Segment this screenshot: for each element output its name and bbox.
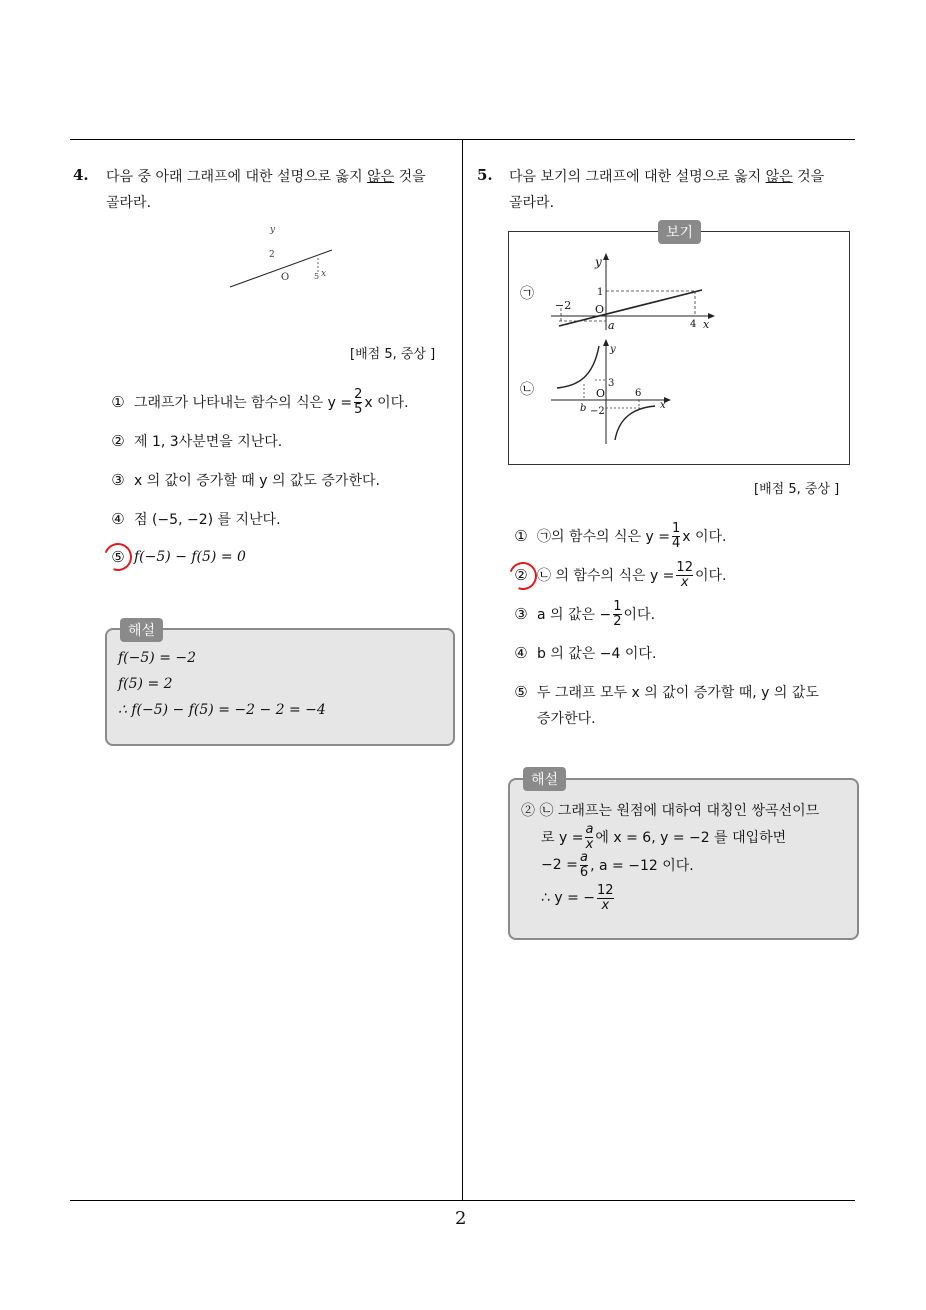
q5-option-3-num: ③ (514, 605, 528, 623)
q5-option-1-fraction (672, 522, 680, 550)
q5-graph-1-four-label: 4 (690, 319, 697, 330)
q4-graph-five-label: 5 (314, 272, 320, 281)
q5-solution-line-1: ② ㉡ 그래프는 원점에 대하여 대칭인 쌍곡선이므 (521, 803, 820, 819)
q4-option-1-text-end: x 이다. (364, 395, 409, 411)
q5-option-2-fraction (676, 561, 693, 589)
q5-graph-1-origin-label: O (595, 303, 605, 316)
q4-stem-underlined: 않은 (367, 169, 395, 185)
q5-graph-2-neg2-label: −2 (590, 406, 605, 417)
q5-graph-1-y-arrow (603, 253, 609, 260)
frac-num: 12 (676, 559, 693, 575)
frac-num: a (585, 821, 594, 837)
frac-num: 1 (671, 520, 681, 536)
frac-num: 1 (613, 598, 622, 614)
frac-den: 6 (579, 864, 589, 880)
q4-option-1-text: 그래프가 나타내는 함수의 식은 y = (134, 395, 353, 411)
q5-graph-2-six-label: 6 (635, 388, 642, 399)
q4-stem (106, 166, 426, 186)
q4-stem-text-end: 것을 (394, 169, 426, 185)
q5-option-3[interactable] (513, 597, 655, 631)
q4-option-4-text: 점 (−5, −2) 를 지난다. (134, 512, 281, 528)
q5-graph-2-x-label: x (660, 400, 666, 411)
q5-stem-line2: 골라라. (509, 195, 555, 211)
q4-graph-two-label: 2 (269, 250, 275, 260)
frac-den: x (680, 574, 689, 590)
frac-den: x (601, 897, 610, 913)
q5-option-4-num: ④ (514, 644, 528, 662)
q5-graph-2-y-label: y (610, 344, 616, 355)
q5-solution-line-4-fraction (597, 884, 614, 912)
q4-option-3[interactable] (110, 470, 380, 490)
q5-option-5-num: ⑤ (514, 683, 528, 701)
bottom-rule (70, 1200, 855, 1201)
q4-option-2[interactable] (110, 431, 282, 451)
q5-graph-2-b-label: b (580, 403, 587, 414)
q5-option-4-text: b 의 값은 −4 이다. (537, 646, 657, 662)
q5-option-1-text-end: x 이다. (682, 529, 727, 545)
frac-den: 5 (354, 401, 363, 417)
q5-stem-text: 다음 보기의 그래프에 대한 설명으로 옳지 (509, 169, 766, 185)
q5-graph-1 (515, 250, 725, 332)
q5-graph-2-marker: ㉡ (520, 382, 534, 398)
q5-graph-2-curve-left (557, 346, 599, 388)
page-number: 2 (455, 1208, 467, 1229)
q4-graph (220, 220, 350, 295)
q4-stem-text: 다음 중 아래 그래프에 대한 설명으로 옳지 (106, 169, 368, 185)
q5-graph-2-y-arrow (603, 339, 609, 346)
q5-graph-2-curve-right (615, 406, 655, 440)
q5-graph-1-one-label: 1 (597, 287, 604, 298)
frac-num: a (579, 849, 588, 865)
q5-solution-line-2-text: 로 y = (541, 830, 584, 846)
q5-bogi-tag: 보기 (658, 220, 701, 244)
q4-answer-mark (99, 538, 136, 575)
q4-option-3-num: ③ (111, 471, 125, 489)
q4-option-1[interactable] (110, 385, 409, 419)
q5-option-5-text: 두 그래프 모두 x 의 값이 증가할 때, y 의 값도 (537, 685, 819, 701)
q5-graph-1-neg2-label: −2 (555, 299, 572, 312)
q4-graph-y-label: y (270, 225, 276, 235)
q5-graph-1-y-label: y (595, 255, 602, 269)
q5-stem (509, 166, 824, 186)
q5-graph-1-marker: ㉠ (520, 286, 534, 302)
q4-meta: [배점 5, 중상 ] (350, 347, 436, 362)
q5-option-5-text-line2: 증가한다. (537, 711, 596, 727)
q4-graph-x-label: x (321, 269, 327, 279)
q5-option-1-num: ① (514, 527, 528, 545)
q5-option-3-text-end: 이다. (623, 607, 656, 623)
frac-num: 12 (597, 882, 614, 898)
q5-solution-line-4 (541, 881, 616, 915)
q5-option-2-text-end: 이다. (694, 568, 727, 584)
q5-option-2-num: ② (514, 566, 528, 584)
q4-stem-line2: 골라라. (106, 195, 152, 211)
q4-option-5-text: f(−5) − f(5) = 0 (134, 549, 246, 565)
q5-option-1-text: ㉠의 함수의 식은 y = (537, 529, 670, 545)
q4-solution-tag: 해설 (120, 618, 163, 642)
q4-option-2-num: ② (111, 432, 125, 450)
frac-den: x (585, 836, 594, 852)
q5-option-2-text: ㉡ 의 함수의 식은 y = (537, 568, 675, 584)
q4-option-4[interactable] (110, 509, 281, 529)
q5-option-4[interactable] (513, 643, 656, 663)
q5-option-3-fraction (613, 600, 621, 628)
q4-option-4-num: ④ (111, 510, 125, 528)
q5-solution-line-3-fraction (580, 851, 588, 879)
q5-graph-2-three-label: 3 (608, 378, 615, 389)
q5-graph-1-x-label: x (703, 318, 710, 331)
q5-stem-text-end: 것을 (792, 169, 825, 185)
q5-meta: [배점 5, 중상 ] (754, 482, 840, 497)
q4-option-2-text: 제 1, 3사분면을 지난다. (134, 434, 283, 450)
frac-num: 2 (354, 386, 363, 402)
q5-option-3-text: a 의 값은 − (537, 607, 612, 623)
q4-option-5-num: ⑤ (111, 548, 125, 566)
q5-graph-2 (515, 336, 685, 446)
q5-solution-line-2-fraction (585, 823, 593, 851)
q5-number: 5. (477, 166, 493, 184)
q5-solution-tag: 해설 (523, 767, 566, 791)
q4-option-1-fraction (354, 388, 362, 416)
q5-option-5[interactable] (513, 682, 819, 702)
q4-number: 4. (73, 166, 89, 184)
frac-den: 2 (613, 613, 622, 629)
q5-solution-line-3 (541, 848, 694, 882)
q5-option-2[interactable] (513, 558, 726, 592)
q5-solution-line-4-text: ∴ y = − (541, 890, 596, 906)
q5-graph-1-a-label: a (608, 319, 615, 332)
q4-solution-line-2: f(5) = 2 (118, 676, 173, 692)
q5-solution-line-3-text: −2 = (541, 857, 578, 873)
q5-solution-line-2-text-end: 에 x = 6, y = −2 를 대입하면 (595, 830, 787, 846)
frac-den: 4 (671, 535, 681, 551)
q4-option-3-text: x 의 값이 증가할 때 y 의 값도 증가한다. (134, 473, 380, 489)
column-divider (462, 139, 463, 1200)
q4-solution-line-3: ∴ f(−5) − f(5) = −2 − 2 = −4 (118, 702, 326, 718)
q4-solution-line-1: f(−5) = −2 (118, 650, 197, 666)
q4-graph-origin-label: O (281, 272, 290, 283)
q5-solution-line-3-text-end: , a = −12 이다. (590, 858, 694, 874)
q5-stem-underlined: 않은 (765, 169, 793, 185)
q4-option-1-num: ① (111, 393, 125, 411)
q5-graph-2-origin-label: O (596, 387, 606, 400)
q5-option-1[interactable] (513, 519, 726, 553)
